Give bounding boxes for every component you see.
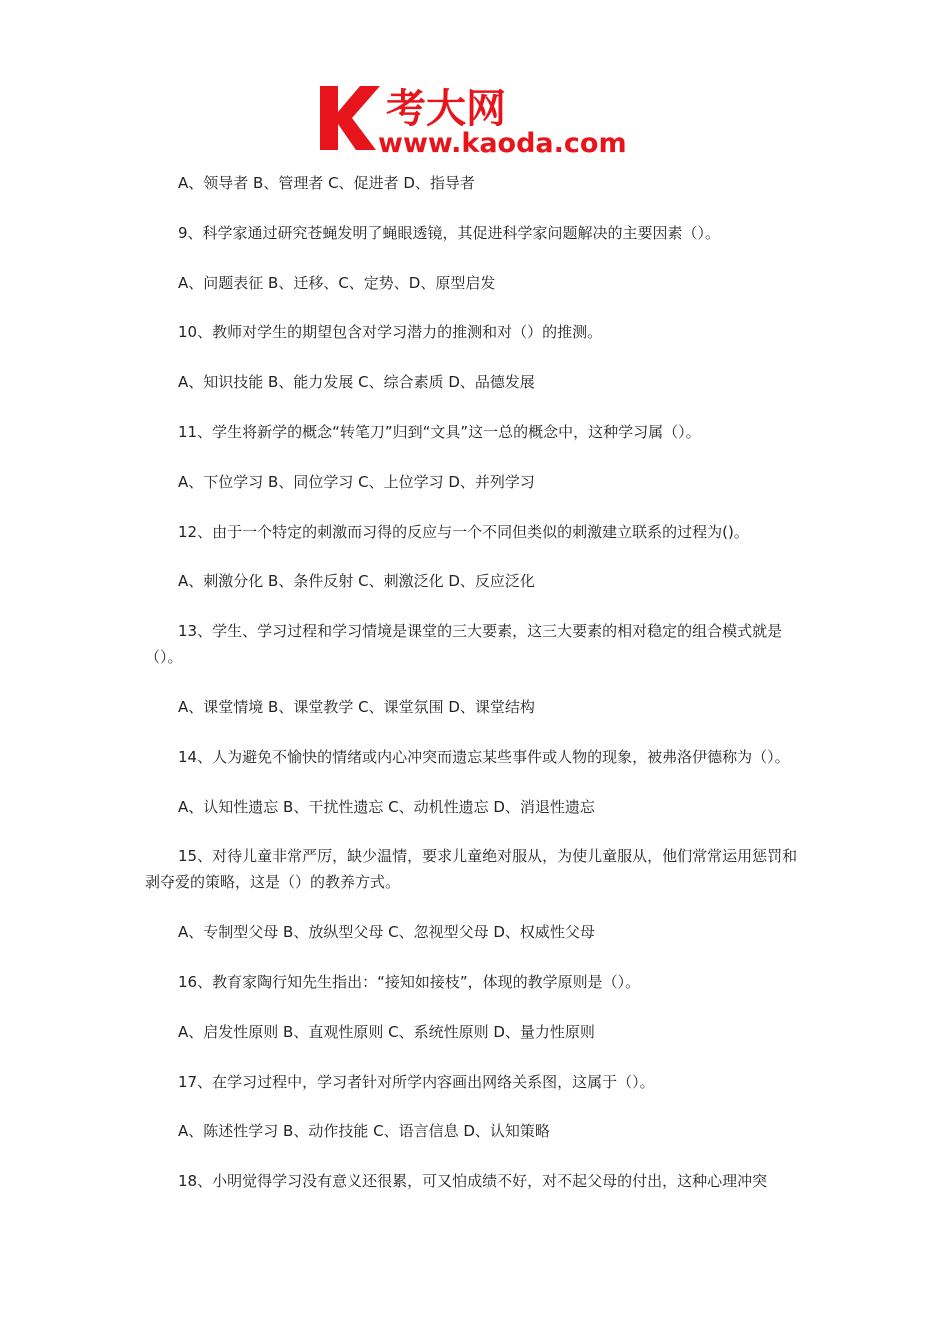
question-18: 18、小明觉得学习没有意义还很累，可又怕成绩不好，对不起父母的付出，这种心理冲突	[178, 1172, 768, 1191]
question-14: 14、人为避免不愉快的情绪或内心冲突而遗忘某些事件或人物的现象，被弗洛伊德称为（）。	[178, 747, 790, 766]
url-text: www.kaoda.com	[378, 128, 627, 159]
option-line: A、领导者 B、管理者 C、促进者 D、指导者	[178, 174, 475, 192]
document-body	[145, 170, 810, 1218]
question-16: 16、教育家陶行知先生指出：“接知如接枝”，体现的教学原则是（）。	[178, 972, 641, 991]
option-line: A、认知性遗忘 B、干扰性遗忘 C、动机性遗忘 D、消退性遗忘	[178, 797, 595, 816]
option-line: A、刺激分化 B、条件反射 C、刺激泛化 D、反应泛化	[178, 572, 535, 591]
option-line: A、专制型父母 B、放纵型父母 C、忽视型父母 D、权威性父母	[178, 923, 595, 942]
k-mark-icon	[320, 86, 380, 150]
option-line: A、启发性原则 B、直观性原则 C、系统性原则 D、量力性原则	[178, 1022, 595, 1041]
option-line: A、课堂情境 B、课堂教学 C、课堂氛围 D、课堂结构	[178, 697, 535, 716]
question-15: 15、对待儿童非常严厉，缺少温情，要求儿童绝对服从，为使儿童服从，他们常常运用惩罚和剥夺爱的策略，这是（）的教养方式。	[145, 847, 798, 892]
question-9: 9、科学家通过研究苍蝇发明了蝇眼透镜，其促进科学家问题解决的主要因素（）。	[178, 223, 721, 242]
kaoda-logo-graphic	[316, 78, 646, 160]
question-12: 12、由于一个特定的刺激而习得的反应与一个不同但类似的刺激建立联系的过程为()。	[178, 522, 749, 541]
option-line: A、知识技能 B、能力发展 C、综合素质 D、品德发展	[178, 373, 535, 392]
question-11: 11、学生将新学的概念“转笔刀”归到“文具”这一总的概念中，这种学习属（）。	[178, 422, 701, 441]
brand-text: 考大网	[386, 86, 506, 132]
question-13: 13、学生、学习过程和学习情境是课堂的三大要素，这三大要素的相对稳定的组合模式就是（）。	[145, 622, 783, 667]
option-line: A、陈述性学习 B、动作技能 C、语言信息 D、认知策略	[178, 1122, 550, 1141]
option-line: A、问题表征 B、迁移、C、定势、D、原型启发	[178, 273, 496, 292]
question-17: 17、在学习过程中，学习者针对所学内容画出网络关系图，这属于（）。	[178, 1072, 655, 1091]
question-10: 10、教师对学生的期望包含对学习潜力的推测和对（）的推测。	[178, 323, 603, 342]
kaoda-logo	[316, 78, 646, 160]
option-line: A、下位学习 B、同位学习 C、上位学习 D、并列学习	[178, 472, 535, 491]
